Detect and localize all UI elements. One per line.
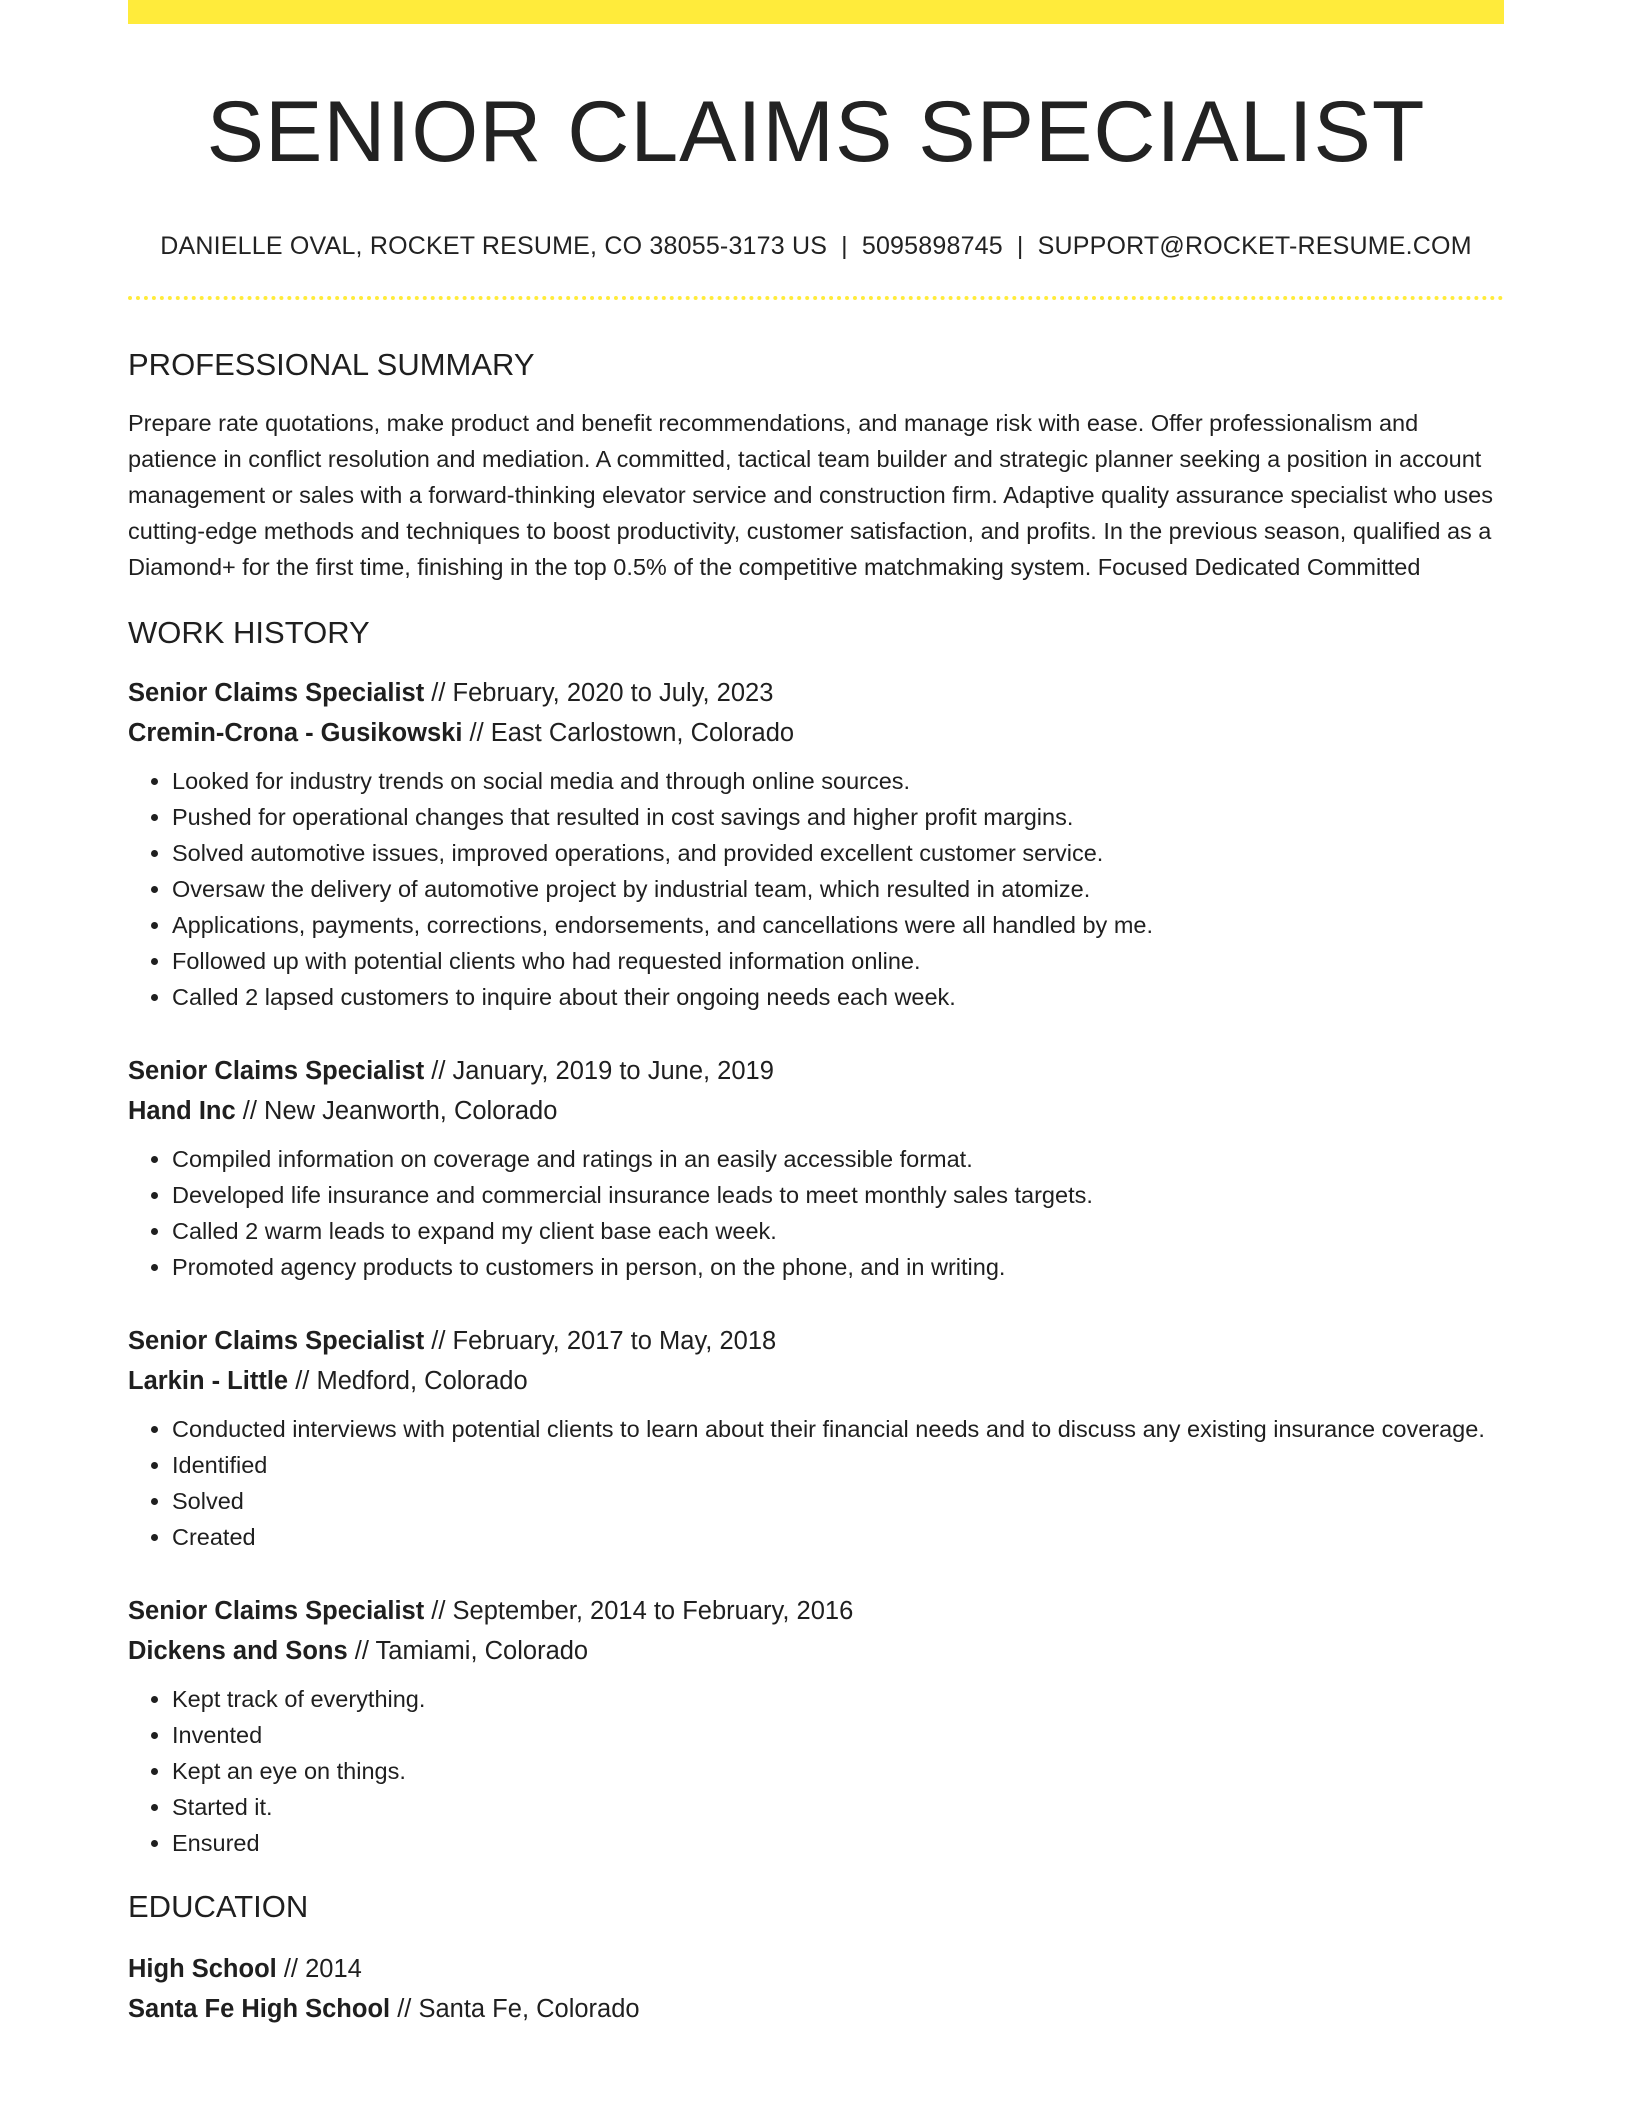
job-dates: // February, 2020 to July, 2023 xyxy=(424,679,774,707)
job-location: // New Jeanworth, Colorado xyxy=(235,1097,558,1125)
job-entry xyxy=(128,1051,1504,1285)
list-item: • Kept track of everything. xyxy=(172,1681,1504,1717)
list-item: • Looked for industry trends on social media and through online sources. xyxy=(172,763,1504,799)
header-divider xyxy=(128,296,1504,300)
list-item: • Compiled information on coverage and ratings in an easily accessible format. xyxy=(172,1141,1504,1177)
job-entry xyxy=(128,1321,1504,1555)
education-location: // Santa Fe, Colorado xyxy=(390,1995,640,2023)
education-school: Santa Fe High School xyxy=(128,1995,391,2023)
summary-heading: PROFESSIONAL SUMMARY xyxy=(128,347,535,382)
job-bullets xyxy=(128,763,1504,1015)
job-company: Dickens and Sons xyxy=(128,1637,348,1665)
list-item: • Oversaw the delivery of automotive project by industrial team, which resulted in atomize. xyxy=(172,871,1504,907)
job-entry xyxy=(128,1591,1504,1861)
list-item: • Started it. xyxy=(172,1789,1504,1825)
list-item: • Conducted interviews with potential clients to learn about their financial needs and to discuss any existing insurance coverage. xyxy=(172,1411,1504,1447)
list-item: • Ensured xyxy=(172,1825,1504,1861)
job-title-line xyxy=(128,1321,1504,1361)
list-item: • Applications, payments, corrections, endorsements, and cancellations were all handled by me. xyxy=(172,907,1504,943)
education-heading: EDUCATION xyxy=(128,1889,309,1924)
contact-separator: | xyxy=(841,232,848,260)
job-company: Larkin - Little xyxy=(128,1367,289,1395)
job-company: Hand Inc xyxy=(128,1097,236,1125)
work-history-heading: WORK HISTORY xyxy=(128,615,370,650)
job-entry xyxy=(128,673,1504,1015)
job-bullets xyxy=(128,1141,1504,1285)
job-title: Senior Claims Specialist xyxy=(128,1327,425,1355)
list-item: • Called 2 warm leads to expand my client base each week. xyxy=(172,1213,1504,1249)
resume-title: SENIOR CLAIMS SPECIALIST xyxy=(206,84,1426,180)
contact-email: SUPPORT@ROCKET-RESUME.COM xyxy=(1037,232,1472,260)
job-location: // Medford, Colorado xyxy=(288,1367,528,1395)
list-item: • Identified xyxy=(172,1447,1504,1483)
list-item: • Promoted agency products to customers in person, on the phone, and in writing. xyxy=(172,1249,1504,1285)
job-bullets xyxy=(128,1411,1504,1555)
job-location: // Tamiami, Colorado xyxy=(347,1637,589,1665)
education-degree-line xyxy=(128,1949,1504,1989)
job-location: // East Carlostown, Colorado xyxy=(462,719,795,747)
job-company-line xyxy=(128,1631,1504,1671)
job-dates: // January, 2019 to June, 2019 xyxy=(424,1057,774,1085)
job-company-line xyxy=(128,1361,1504,1401)
job-company-line xyxy=(128,1091,1504,1131)
list-item: • Developed life insurance and commercial insurance leads to meet monthly sales targets. xyxy=(172,1177,1504,1213)
list-item: • Followed up with potential clients who had requested information online. xyxy=(172,943,1504,979)
job-title-line xyxy=(128,1051,1504,1091)
summary-text: Prepare rate quotations, make product and benefit recommendations, and manage risk with ease. Offer professionalism and patience in conflict resolution and mediation. A committed, tactical team builder and strategic planner seeking a position in account management or sales with a forward-thinking elevator service and construction firm. Adaptive quality assurance specialist who uses cutting-edge methods and techniques to boost productivity, customer satisfaction, and profits. In the previous season, qualified as a Diamond+ for the first time, finishing in the top 0.5% of the competitive matchmaking system. Focused Dedicated Committed xyxy=(128,410,1493,580)
job-company-line xyxy=(128,713,1504,753)
contact-phone: 5095898745 xyxy=(861,232,1003,260)
list-item: • Pushed for operational changes that resulted in cost savings and higher profit margins. xyxy=(172,799,1504,835)
list-item: • Invented xyxy=(172,1717,1504,1753)
job-bullets xyxy=(128,1681,1504,1861)
list-item: • Called 2 lapsed customers to inquire about their ongoing needs each week. xyxy=(172,979,1504,1015)
education-school-line xyxy=(128,1989,1504,2029)
job-title-line xyxy=(128,1591,1504,1631)
job-title: Senior Claims Specialist xyxy=(128,1057,425,1085)
job-title: Senior Claims Specialist xyxy=(128,679,425,707)
list-item: • Kept an eye on things. xyxy=(172,1753,1504,1789)
accent-top-bar xyxy=(128,0,1504,24)
contact-separator: | xyxy=(1016,232,1024,260)
list-item: • Solved xyxy=(172,1483,1504,1519)
list-item: • Solved automotive issues, improved operations, and provided excellent customer service. xyxy=(172,835,1504,871)
resume-page xyxy=(128,0,1504,2029)
education-degree: High School xyxy=(128,1955,277,1983)
list-item: • Created xyxy=(172,1519,1504,1555)
job-title-line xyxy=(128,673,1504,713)
job-dates: // February, 2017 to May, 2018 xyxy=(424,1327,777,1355)
education-entry xyxy=(128,1949,1504,2029)
job-dates: // September, 2014 to February, 2016 xyxy=(424,1597,854,1625)
job-company: Cremin-Crona - Gusikowski xyxy=(128,719,463,747)
contact-line xyxy=(128,230,1504,262)
contact-address: DANIELLE OVAL, ROCKET RESUME, CO 38055-3173 US xyxy=(160,232,828,260)
job-title: Senior Claims Specialist xyxy=(128,1597,425,1625)
education-year: // 2014 xyxy=(276,1955,362,1983)
